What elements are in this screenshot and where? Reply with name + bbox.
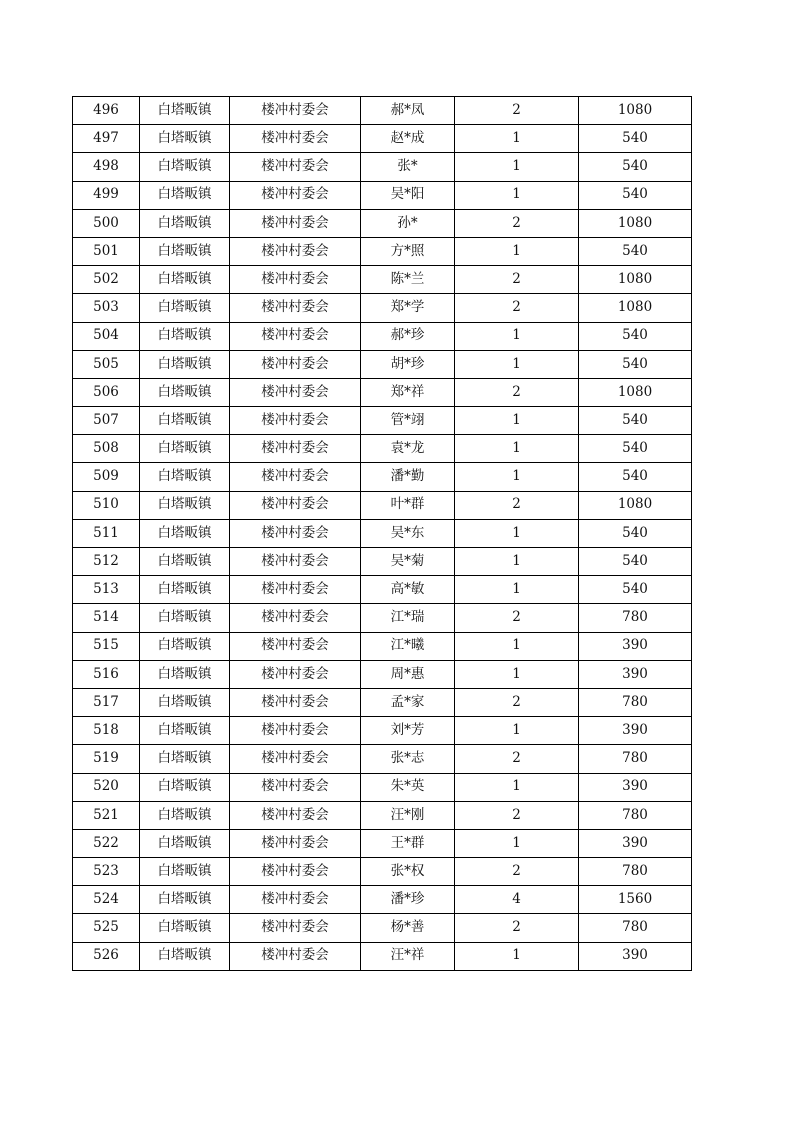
name-cell: 胡*珍 — [361, 350, 455, 378]
row-number-cell: 506 — [73, 378, 140, 406]
household-count-cell: 1 — [455, 435, 579, 463]
town-cell: 白塔畈镇 — [140, 914, 230, 942]
name-cell: 郑*学 — [361, 294, 455, 322]
name-cell: 管*翊 — [361, 407, 455, 435]
village-committee-cell: 楼冲村委会 — [230, 125, 361, 153]
village-committee-cell: 楼冲村委会 — [230, 858, 361, 886]
table-row — [73, 604, 692, 632]
town-cell: 白塔畈镇 — [140, 801, 230, 829]
village-committee-cell: 楼冲村委会 — [230, 181, 361, 209]
town-cell: 白塔畈镇 — [140, 519, 230, 547]
household-count-cell: 2 — [455, 209, 579, 237]
village-committee-cell: 楼冲村委会 — [230, 886, 361, 914]
name-cell: 叶*群 — [361, 491, 455, 519]
table-row — [73, 886, 692, 914]
row-number-cell: 514 — [73, 604, 140, 632]
name-cell: 汪*祥 — [361, 942, 455, 970]
table-row — [73, 660, 692, 688]
village-committee-cell: 楼冲村委会 — [230, 97, 361, 125]
village-committee-cell: 楼冲村委会 — [230, 660, 361, 688]
row-number-cell: 507 — [73, 407, 140, 435]
name-cell: 江*曦 — [361, 632, 455, 660]
name-cell: 张* — [361, 153, 455, 181]
amount-cell: 390 — [579, 660, 692, 688]
row-number-cell: 524 — [73, 886, 140, 914]
table-row — [73, 773, 692, 801]
town-cell: 白塔畈镇 — [140, 829, 230, 857]
amount-cell: 1080 — [579, 97, 692, 125]
amount-cell: 780 — [579, 801, 692, 829]
row-number-cell: 504 — [73, 322, 140, 350]
household-count-cell: 1 — [455, 153, 579, 181]
amount-cell: 780 — [579, 688, 692, 716]
name-cell: 吴*阳 — [361, 181, 455, 209]
village-committee-cell: 楼冲村委会 — [230, 914, 361, 942]
household-count-cell: 4 — [455, 886, 579, 914]
village-committee-cell: 楼冲村委会 — [230, 322, 361, 350]
town-cell: 白塔畈镇 — [140, 237, 230, 265]
town-cell: 白塔畈镇 — [140, 463, 230, 491]
village-committee-cell: 楼冲村委会 — [230, 209, 361, 237]
table-row — [73, 435, 692, 463]
table-row — [73, 181, 692, 209]
village-committee-cell: 楼冲村委会 — [230, 942, 361, 970]
table-row — [73, 632, 692, 660]
household-count-cell: 2 — [455, 745, 579, 773]
town-cell: 白塔畈镇 — [140, 153, 230, 181]
household-count-cell: 2 — [455, 491, 579, 519]
village-committee-cell: 楼冲村委会 — [230, 688, 361, 716]
amount-cell: 390 — [579, 632, 692, 660]
household-count-cell: 1 — [455, 660, 579, 688]
amount-cell: 1560 — [579, 886, 692, 914]
row-number-cell: 518 — [73, 717, 140, 745]
household-count-cell: 1 — [455, 942, 579, 970]
town-cell: 白塔畈镇 — [140, 378, 230, 406]
amount-cell: 390 — [579, 717, 692, 745]
table-row — [73, 378, 692, 406]
name-cell: 朱*英 — [361, 773, 455, 801]
town-cell: 白塔畈镇 — [140, 717, 230, 745]
name-cell: 孙* — [361, 209, 455, 237]
town-cell: 白塔畈镇 — [140, 660, 230, 688]
table-row — [73, 350, 692, 378]
amount-cell: 540 — [579, 407, 692, 435]
table-row — [73, 407, 692, 435]
amount-cell: 1080 — [579, 491, 692, 519]
row-number-cell: 498 — [73, 153, 140, 181]
town-cell: 白塔畈镇 — [140, 773, 230, 801]
table-row — [73, 237, 692, 265]
row-number-cell: 502 — [73, 266, 140, 294]
row-number-cell: 513 — [73, 576, 140, 604]
amount-cell: 540 — [579, 350, 692, 378]
town-cell: 白塔畈镇 — [140, 435, 230, 463]
household-count-cell: 1 — [455, 717, 579, 745]
village-committee-cell: 楼冲村委会 — [230, 463, 361, 491]
amount-cell: 540 — [579, 237, 692, 265]
table-row — [73, 322, 692, 350]
name-cell: 袁*龙 — [361, 435, 455, 463]
town-cell: 白塔畈镇 — [140, 688, 230, 716]
amount-cell: 1080 — [579, 294, 692, 322]
row-number-cell: 523 — [73, 858, 140, 886]
name-cell: 吴*东 — [361, 519, 455, 547]
household-count-cell: 2 — [455, 97, 579, 125]
table-row — [73, 717, 692, 745]
amount-cell: 540 — [579, 153, 692, 181]
table-row — [73, 266, 692, 294]
name-cell: 高*敏 — [361, 576, 455, 604]
town-cell: 白塔畈镇 — [140, 209, 230, 237]
village-committee-cell: 楼冲村委会 — [230, 491, 361, 519]
household-count-cell: 2 — [455, 801, 579, 829]
household-count-cell: 1 — [455, 773, 579, 801]
row-number-cell: 526 — [73, 942, 140, 970]
row-number-cell: 521 — [73, 801, 140, 829]
row-number-cell: 509 — [73, 463, 140, 491]
table-row — [73, 209, 692, 237]
table-row — [73, 125, 692, 153]
table-row — [73, 942, 692, 970]
household-count-cell: 1 — [455, 829, 579, 857]
row-number-cell: 515 — [73, 632, 140, 660]
amount-cell: 390 — [579, 942, 692, 970]
table-row — [73, 463, 692, 491]
village-committee-cell: 楼冲村委会 — [230, 519, 361, 547]
town-cell: 白塔畈镇 — [140, 942, 230, 970]
town-cell: 白塔畈镇 — [140, 266, 230, 294]
village-committee-cell: 楼冲村委会 — [230, 378, 361, 406]
table-row — [73, 548, 692, 576]
town-cell: 白塔畈镇 — [140, 548, 230, 576]
amount-cell: 1080 — [579, 378, 692, 406]
table-row — [73, 294, 692, 322]
amount-cell: 780 — [579, 858, 692, 886]
name-cell: 孟*家 — [361, 688, 455, 716]
village-committee-cell: 楼冲村委会 — [230, 745, 361, 773]
amount-cell: 780 — [579, 914, 692, 942]
household-count-cell: 2 — [455, 266, 579, 294]
town-cell: 白塔畈镇 — [140, 322, 230, 350]
town-cell: 白塔畈镇 — [140, 604, 230, 632]
amount-cell: 540 — [579, 322, 692, 350]
roster-table — [72, 96, 692, 971]
name-cell: 郑*祥 — [361, 378, 455, 406]
household-count-cell: 1 — [455, 576, 579, 604]
amount-cell: 540 — [579, 463, 692, 491]
village-committee-cell: 楼冲村委会 — [230, 407, 361, 435]
village-committee-cell: 楼冲村委会 — [230, 153, 361, 181]
household-count-cell: 1 — [455, 181, 579, 209]
row-number-cell: 497 — [73, 125, 140, 153]
village-committee-cell: 楼冲村委会 — [230, 632, 361, 660]
row-number-cell: 519 — [73, 745, 140, 773]
row-number-cell: 500 — [73, 209, 140, 237]
name-cell: 王*群 — [361, 829, 455, 857]
amount-cell: 780 — [579, 745, 692, 773]
table-row — [73, 491, 692, 519]
town-cell: 白塔畈镇 — [140, 576, 230, 604]
amount-cell: 780 — [579, 604, 692, 632]
amount-cell: 540 — [579, 125, 692, 153]
town-cell: 白塔畈镇 — [140, 350, 230, 378]
name-cell: 张*志 — [361, 745, 455, 773]
name-cell: 周*惠 — [361, 660, 455, 688]
table-row — [73, 519, 692, 547]
household-count-cell: 2 — [455, 688, 579, 716]
name-cell: 潘*勤 — [361, 463, 455, 491]
name-cell: 张*权 — [361, 858, 455, 886]
household-count-cell: 2 — [455, 294, 579, 322]
village-committee-cell: 楼冲村委会 — [230, 435, 361, 463]
household-count-cell: 1 — [455, 632, 579, 660]
amount-cell: 1080 — [579, 209, 692, 237]
village-committee-cell: 楼冲村委会 — [230, 266, 361, 294]
household-count-cell: 2 — [455, 378, 579, 406]
village-committee-cell: 楼冲村委会 — [230, 604, 361, 632]
row-number-cell: 516 — [73, 660, 140, 688]
row-number-cell: 511 — [73, 519, 140, 547]
town-cell: 白塔畈镇 — [140, 491, 230, 519]
household-count-cell: 1 — [455, 125, 579, 153]
name-cell: 赵*成 — [361, 125, 455, 153]
household-count-cell: 1 — [455, 407, 579, 435]
household-count-cell: 1 — [455, 322, 579, 350]
row-number-cell: 525 — [73, 914, 140, 942]
row-number-cell: 512 — [73, 548, 140, 576]
row-number-cell: 510 — [73, 491, 140, 519]
town-cell: 白塔畈镇 — [140, 97, 230, 125]
table-row — [73, 745, 692, 773]
table-row — [73, 688, 692, 716]
town-cell: 白塔畈镇 — [140, 125, 230, 153]
amount-cell: 540 — [579, 181, 692, 209]
amount-cell: 540 — [579, 519, 692, 547]
village-committee-cell: 楼冲村委会 — [230, 773, 361, 801]
village-committee-cell: 楼冲村委会 — [230, 548, 361, 576]
name-cell: 方*照 — [361, 237, 455, 265]
town-cell: 白塔畈镇 — [140, 632, 230, 660]
table-row — [73, 829, 692, 857]
household-count-cell: 2 — [455, 858, 579, 886]
town-cell: 白塔畈镇 — [140, 407, 230, 435]
table-row — [73, 801, 692, 829]
name-cell: 郝*珍 — [361, 322, 455, 350]
row-number-cell: 520 — [73, 773, 140, 801]
household-count-cell: 1 — [455, 237, 579, 265]
row-number-cell: 496 — [73, 97, 140, 125]
village-committee-cell: 楼冲村委会 — [230, 801, 361, 829]
village-committee-cell: 楼冲村委会 — [230, 829, 361, 857]
amount-cell: 540 — [579, 548, 692, 576]
household-count-cell: 1 — [455, 350, 579, 378]
household-count-cell: 2 — [455, 604, 579, 632]
town-cell: 白塔畈镇 — [140, 745, 230, 773]
amount-cell: 1080 — [579, 266, 692, 294]
household-count-cell: 1 — [455, 519, 579, 547]
village-committee-cell: 楼冲村委会 — [230, 350, 361, 378]
name-cell: 陈*兰 — [361, 266, 455, 294]
row-number-cell: 522 — [73, 829, 140, 857]
amount-cell: 390 — [579, 773, 692, 801]
town-cell: 白塔畈镇 — [140, 181, 230, 209]
row-number-cell: 505 — [73, 350, 140, 378]
amount-cell: 540 — [579, 576, 692, 604]
village-committee-cell: 楼冲村委会 — [230, 294, 361, 322]
name-cell: 江*瑞 — [361, 604, 455, 632]
row-number-cell: 517 — [73, 688, 140, 716]
household-count-cell: 1 — [455, 548, 579, 576]
name-cell: 刘*芳 — [361, 717, 455, 745]
table-row — [73, 914, 692, 942]
name-cell: 杨*善 — [361, 914, 455, 942]
name-cell: 吴*菊 — [361, 548, 455, 576]
amount-cell: 540 — [579, 435, 692, 463]
name-cell: 郝*凤 — [361, 97, 455, 125]
household-count-cell: 2 — [455, 914, 579, 942]
town-cell: 白塔畈镇 — [140, 886, 230, 914]
household-count-cell: 1 — [455, 463, 579, 491]
village-committee-cell: 楼冲村委会 — [230, 576, 361, 604]
town-cell: 白塔畈镇 — [140, 858, 230, 886]
table-row — [73, 576, 692, 604]
village-committee-cell: 楼冲村委会 — [230, 237, 361, 265]
table-row — [73, 858, 692, 886]
village-committee-cell: 楼冲村委会 — [230, 717, 361, 745]
name-cell: 汪*刚 — [361, 801, 455, 829]
row-number-cell: 501 — [73, 237, 140, 265]
row-number-cell: 499 — [73, 181, 140, 209]
row-number-cell: 508 — [73, 435, 140, 463]
name-cell: 潘*珍 — [361, 886, 455, 914]
table-row — [73, 97, 692, 125]
roster-table-body — [73, 97, 692, 971]
table-row — [73, 153, 692, 181]
town-cell: 白塔畈镇 — [140, 294, 230, 322]
amount-cell: 390 — [579, 829, 692, 857]
row-number-cell: 503 — [73, 294, 140, 322]
